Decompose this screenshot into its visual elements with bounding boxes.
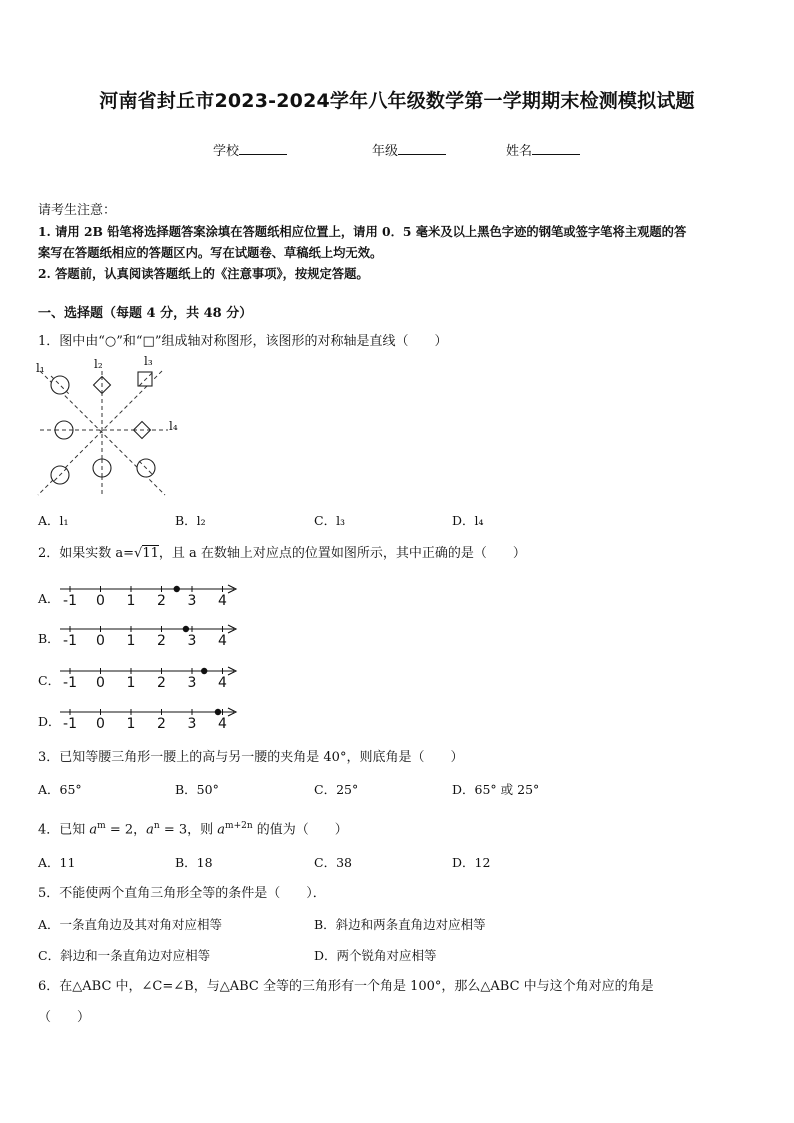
q2-numberline-c [58, 664, 242, 690]
notice-heading: 请考生注意： [38, 203, 117, 218]
name-field [506, 140, 580, 159]
q2-option-c-letter[interactable]: C． [38, 673, 61, 688]
numberline-tick-label: 4 [218, 716, 227, 731]
numberline-tick-label: 3 [187, 716, 197, 731]
page-title: 河南省封丘市2023-2024学年八年级数学第一学期期末检测模拟试题 [99, 90, 695, 112]
numberline-tick-label: 1 [126, 675, 136, 690]
numberline-tick-label: 1 [126, 633, 136, 648]
notice-item1-line1: 1. 请用 2B 铅笔将选择题答案涂填在答题纸相应位置上，请用 0．5 毫米及以上黑色字迹的钢笔或签字笔将主观题的答 [38, 224, 687, 239]
name-label: 姓名 [506, 144, 533, 159]
q4-option-d[interactable]: D．12 [452, 855, 491, 870]
q4-exp-3: m+2n [225, 821, 253, 831]
label-l1: l₁ [36, 361, 45, 375]
q5-option-b[interactable]: B．斜边和两条直角边对应相等 [314, 917, 486, 932]
numberline-tick-label: 4 [218, 593, 227, 608]
q3-option-b[interactable]: B．50° [175, 782, 219, 797]
q4-base-1: a [89, 822, 98, 838]
q3-stem: 3．已知等腰三角形一腰上的高与另一腰的夹角是 40°，则底角是（ ） [38, 750, 464, 765]
numberline-tick-label: 3 [187, 633, 197, 648]
q2-numberline-a [58, 582, 242, 608]
q2-option-b-letter[interactable]: B． [38, 631, 60, 646]
numberline-tick-label: 3 [187, 593, 197, 608]
numberline-tick-label: 2 [157, 633, 166, 648]
label-l3: l₃ [144, 355, 153, 368]
school-blank [239, 142, 287, 155]
q5-option-d[interactable]: D．两个锐角对应相等 [314, 948, 437, 963]
q2-stem [38, 544, 526, 564]
q1-stem: 1．图中由“○”和“□”组成轴对称图形，该图形的对称轴是直线（ ） [38, 334, 448, 349]
notice-item2: 2. 答题前，认真阅读答题纸上的《注意事项》，按规定答题。 [38, 266, 369, 281]
q4-exp-1: m [97, 821, 106, 831]
q2-option-a-letter[interactable]: A． [38, 591, 60, 606]
label-l4: l₄ [169, 419, 178, 433]
q5-stem: 5．不能使两个直角三角形全等的条件是（ ）． [38, 886, 326, 901]
numberline-tick-label: 0 [96, 593, 105, 608]
school-field [213, 140, 287, 159]
q2-stem-post: ，且 a 在数轴上对应点的位置如图所示，其中正确的是（ ） [158, 546, 526, 561]
grade-blank [398, 142, 446, 155]
numberline-tick-label: 0 [96, 716, 105, 731]
name-blank [532, 142, 580, 155]
q3-option-a[interactable]: A．65° [38, 782, 82, 797]
q2-numberline-b [58, 622, 242, 648]
shape-square-topright [138, 372, 152, 386]
q2-radicand: 11 [142, 546, 159, 561]
numberline-tick-label: 1 [126, 716, 136, 731]
numberline-tick-label: 4 [218, 633, 227, 648]
q4-base-3: a [217, 822, 226, 838]
numberline-tick-label: 4 [218, 675, 227, 690]
q4-stem-post: 的值为（ ） [252, 822, 348, 838]
q4-value-1: = 2， [105, 822, 147, 838]
q6-answer-paren: （ ） [38, 1010, 91, 1025]
numberline-point-a [215, 709, 221, 715]
grade-label: 年级 [372, 144, 399, 159]
numberline-point-a [174, 586, 180, 592]
numberline-point-a [201, 668, 207, 674]
q4-stem-pre: 4．已知 [38, 822, 90, 838]
grade-field [372, 140, 446, 159]
q4-option-b[interactable]: B．18 [175, 855, 213, 870]
label-l2: l₂ [94, 357, 103, 371]
sqrt-sign: √ [134, 546, 143, 561]
school-label: 学校 [213, 144, 240, 159]
numberline-tick-label: 2 [157, 716, 166, 731]
numberline-tick-label: -1 [63, 593, 77, 608]
numberline-tick-label: 0 [96, 675, 105, 690]
q4-value-2: = 3，则 [159, 822, 218, 838]
q3-option-d[interactable]: D．65° 或 25° [452, 782, 540, 797]
numberline-tick-label: -1 [63, 633, 77, 648]
section1-heading: 一、选择题（每题 4 分，共 48 分） [38, 306, 253, 321]
numberline-tick-label: 2 [157, 675, 166, 690]
q4-stem [38, 816, 348, 840]
numberline-tick-label: -1 [63, 675, 77, 690]
q5-option-c[interactable]: C．斜边和一条直角边对应相等 [38, 948, 211, 963]
q4-option-a[interactable]: A．11 [38, 855, 76, 870]
q3-option-c[interactable]: C．25° [314, 782, 359, 797]
notice-item1-line2: 案写在答题纸相应的答题区内。写在试题卷、草稿纸上均无效。 [38, 245, 383, 260]
q2-stem-pre: 2．如果实数 a= [38, 546, 135, 561]
q6-stem: 6．在△ABC 中，∠C=∠B，与△ABC 全等的三角形有一个角是 100°，那么△ABC 中与这个角对应的角是 [38, 979, 654, 994]
q1-figure [30, 355, 190, 500]
q5-option-a[interactable]: A．一条直角边及其对角对应相等 [38, 917, 223, 932]
q2-option-d-letter[interactable]: D． [38, 714, 61, 729]
numberline-tick-label: 0 [96, 633, 105, 648]
q1-option-d[interactable]: D．l₄ [452, 513, 484, 528]
numberline-tick-label: 3 [187, 675, 197, 690]
numberline-tick-label: -1 [63, 716, 77, 731]
q1-option-b[interactable]: B．l₂ [175, 513, 206, 528]
q2-numberline-d [58, 705, 242, 731]
numberline-point-a [183, 626, 189, 632]
q4-base-2: a [146, 822, 154, 838]
numberline-tick-label: 2 [157, 593, 166, 608]
q1-option-c[interactable]: C．l₃ [314, 513, 346, 528]
q1-option-a[interactable]: A．l₁ [38, 513, 69, 528]
q4-exp-2: n [153, 821, 160, 831]
numberline-tick-label: 1 [126, 593, 136, 608]
q4-option-c[interactable]: C．38 [314, 855, 352, 870]
